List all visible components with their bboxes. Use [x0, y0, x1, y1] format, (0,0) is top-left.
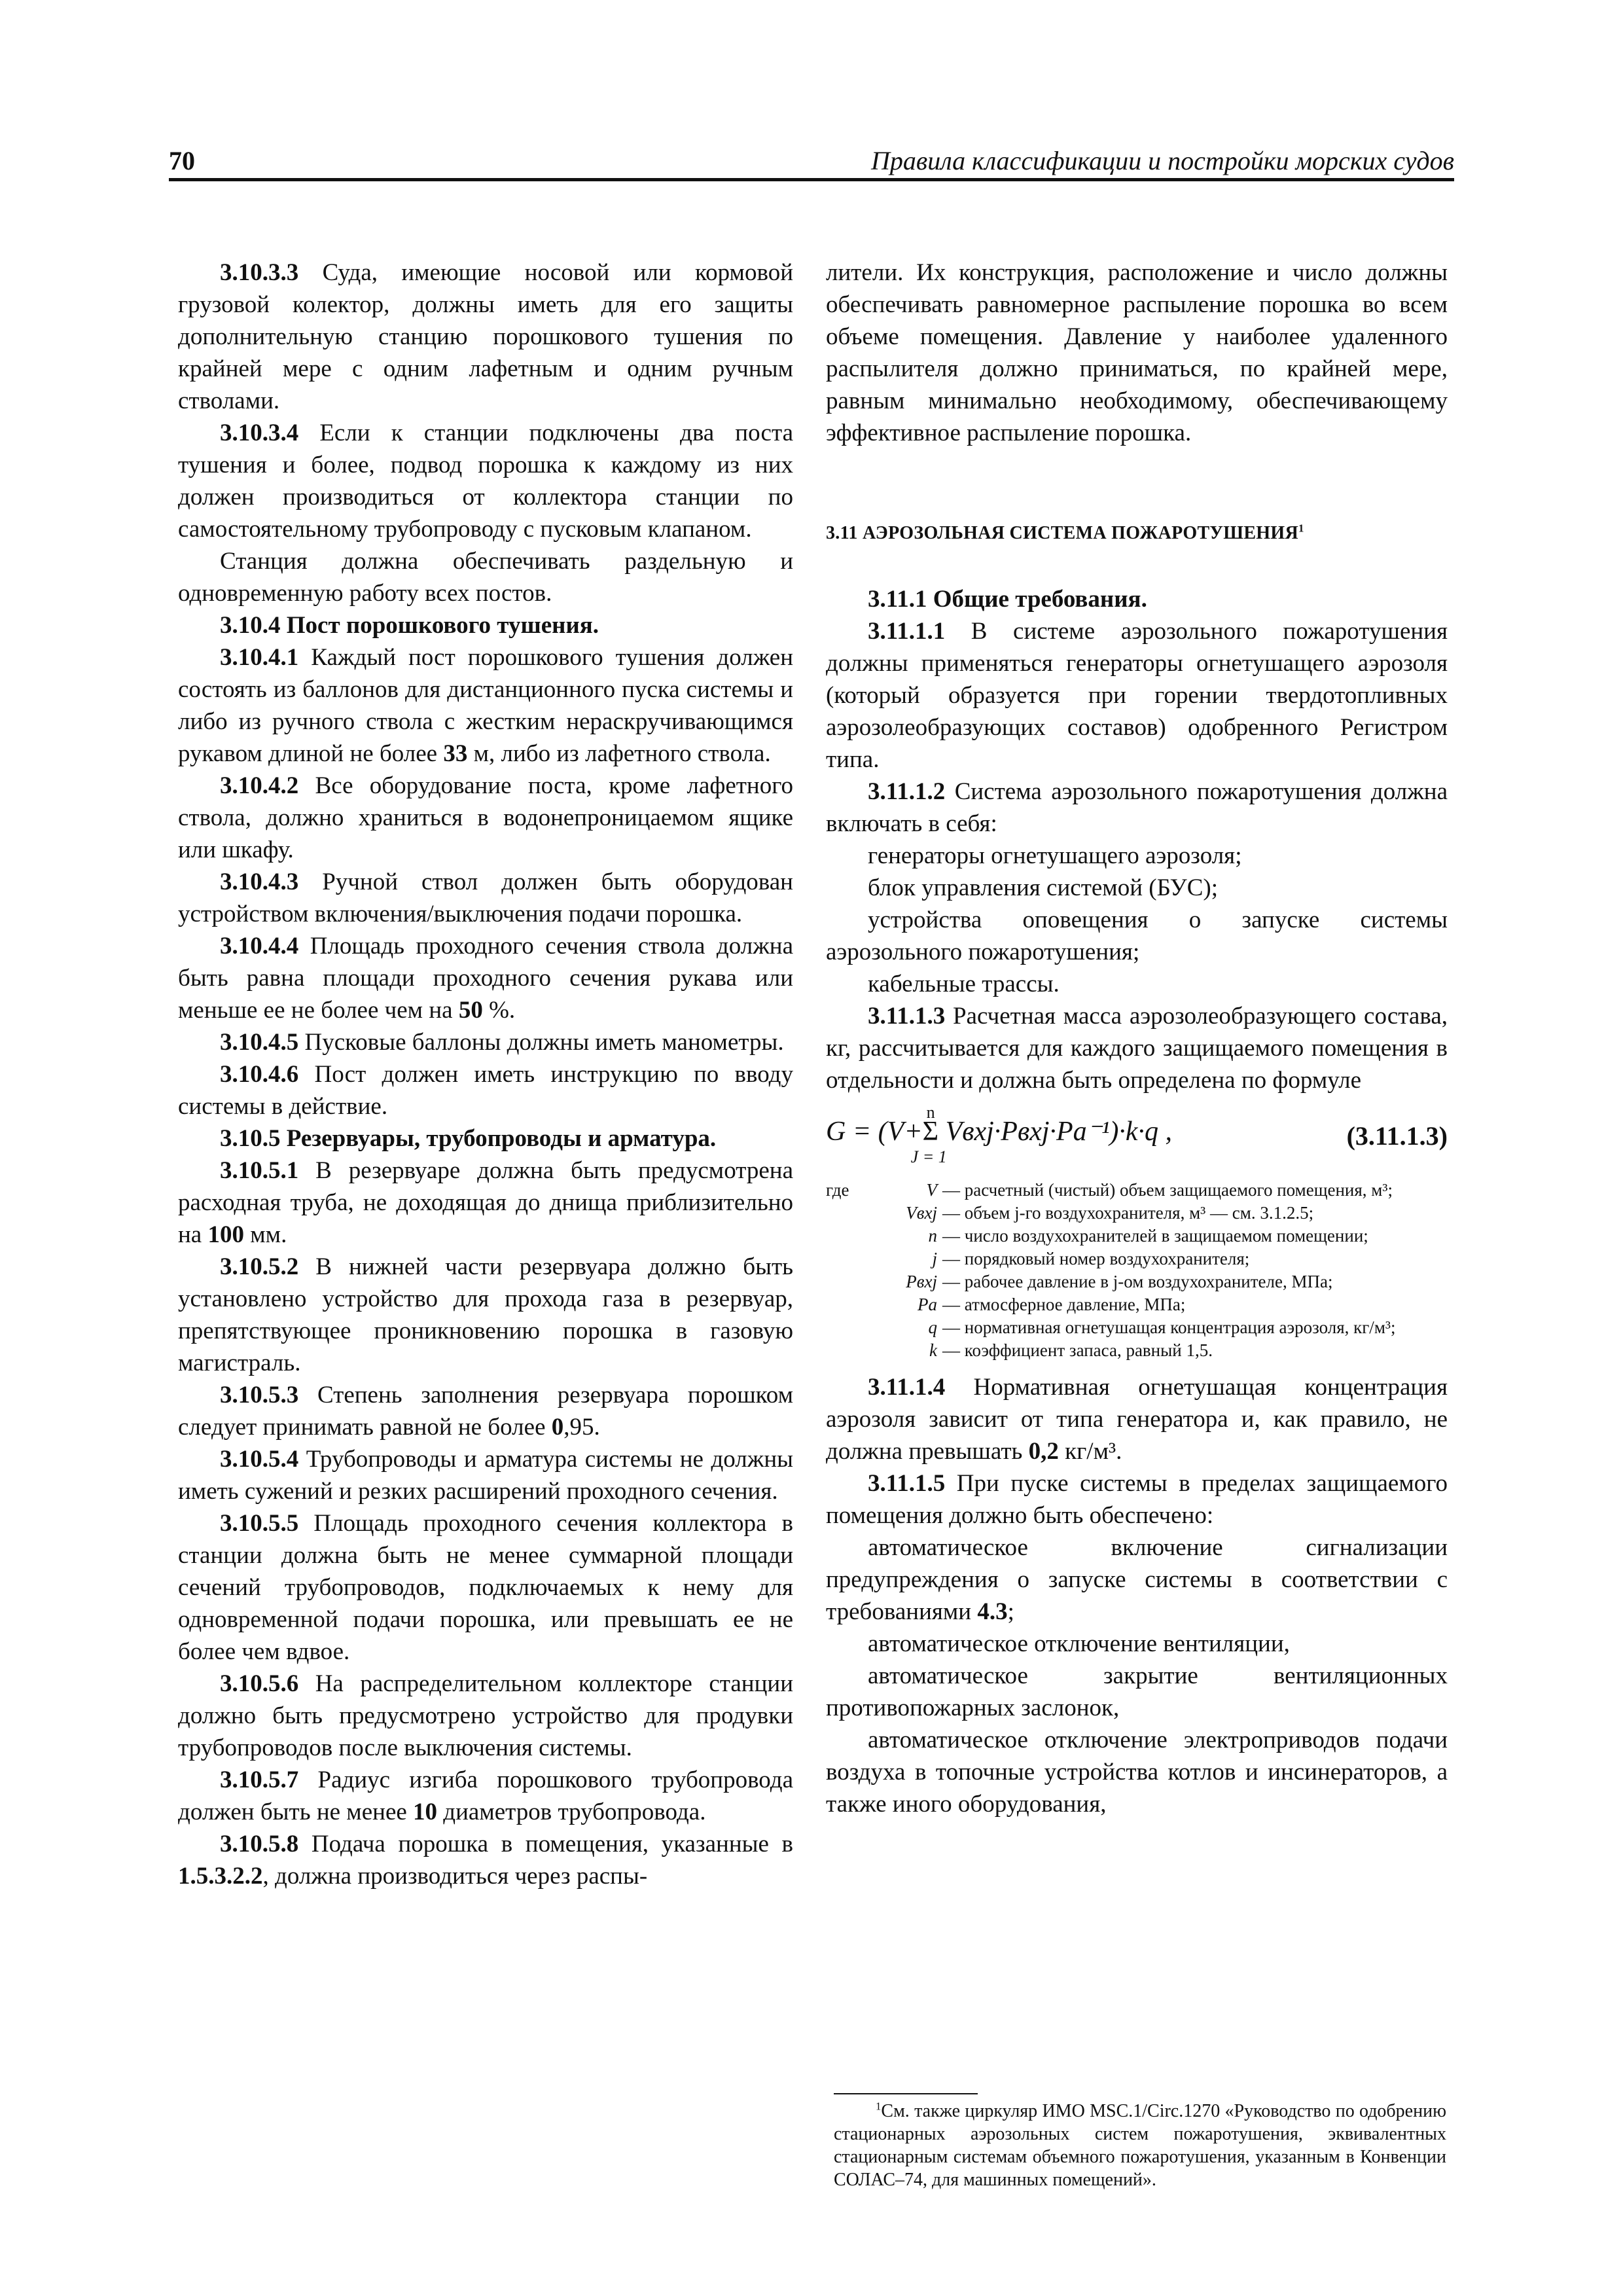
paragraph-3-10-5-4: 3.10.5.4 Трубопроводы и арматура системы не должны иметь сужений и резких расширений проходного сечения.: [178, 1446, 793, 1505]
paragraph-station: Станция должна обеспечивать раздельную и одновременную работу всех постов.: [178, 548, 793, 607]
paragraph-3-10-5-6: 3.10.5.6 На распределительном коллекторе станции должно быть предусмотрено устройство для продувки трубопроводов после выключения системы.: [178, 1670, 793, 1761]
paragraph-3-10-5-8: 3.10.5.8 Подача порошка в помещения, указанные в 1.5.3.2.2, должна производиться через распы-: [178, 1831, 793, 1890]
paragraph-3-10-3-4: 3.10.3.4 Если к станции подключены два поста тушения и более, подвод порошка к каждому из них должен производиться от коллектора станции по самостоятельному трубопроводу с пусковым клапаном.: [178, 420, 793, 543]
list-item-ventilation-off: автоматическое отключение вентиляции,: [868, 1630, 1290, 1657]
sum-symbol: n Σ J = 1: [910, 1103, 947, 1166]
paragraph-3-11-1-5: 3.11.1.5 При пуске системы в пределах защищаемого помещения должно быть обеспечено:: [826, 1470, 1448, 1529]
list-item-drives-off: автоматическое отключение электроприводов подачи воздуха в топочные устройства котлов и инсинераторов, а также иного оборудования,: [826, 1727, 1448, 1818]
formula-number: (3.11.1.3): [1346, 1121, 1448, 1151]
legend-row: q — нормативная огнетушащая концентрация аэрозоля, кг/м³;: [928, 1318, 1396, 1337]
right-column: [826, 257, 1448, 1820]
legend-row: j — порядковый номер воздухохранителя;: [932, 1249, 1250, 1268]
footnote: $^1$См. также циркуляр ИМО MSC.1/Circ.1270 «Руководство по одобрению стационарных аэрозольных систем пожаротушения, эквивалентных стационарным системам объемного пожаротушения, указанным в Конвенции СОЛАС–74, для машинных помещений».: [834, 2100, 1446, 2190]
legend-row: Pвхj — рабочее давление в j-ом воздухохранителе, МПа;: [906, 1272, 1333, 1291]
page-header: [169, 145, 1454, 178]
legend-row: где V — расчетный (чистый) объем защищаемого помещения, м³;: [826, 1180, 1393, 1200]
paragraph-3-11-1-1: 3.11.1.1 В системе аэрозольного пожаротушения должны применяться генераторы огнетушащего аэрозоля (который образуется при горении твердотопливных аэрозолеобразующих составов) одобренного Регистром типа.: [826, 618, 1448, 773]
paragraph-3-10-4-5: 3.10.4.5 Пусковые баллоны должны иметь манометры.: [220, 1029, 784, 1056]
paragraph-3-10-4-4: 3.10.4.4 Площадь проходного сечения ствола должна быть равна площади проходного сечения рукава или меньше ее не более чем на 50 %.: [178, 933, 793, 1024]
formula-block: [826, 1096, 1448, 1175]
paragraph-continuation: лители. Их конструкция, расположение и число должны обеспечивать равномерное распыление порошка во всем объеме помещения. Давление у наиболее удаленного распылителя должно приниматься, по крайней мере, равным минимально необходимому, обеспечивающему эффективное распыление порошка.: [826, 259, 1448, 446]
list-item-generators: генераторы огнетушащего аэрозоля;: [868, 842, 1242, 869]
footnote-rule: [834, 2093, 978, 2094]
legend-row: n — число воздухохранителей в защищаемом помещении;: [928, 1226, 1368, 1246]
left-column: [178, 257, 793, 1892]
section-title-3-11: 3.11 АЭРОЗОЛЬНАЯ СИСТЕМА ПОЖАРОТУШЕНИЯ$^1$: [826, 522, 1304, 543]
list-item-alarm-activation: автоматическое включение сигнализации предупреждения о запуске системы в соответствии с требованиями 4.3;: [826, 1534, 1448, 1625]
heading-3-10-5: 3.10.5 Резервуары, трубопроводы и арматура.: [220, 1125, 717, 1152]
paragraph-3-10-5-2: 3.10.5.2 В нижней части резервуара должно быть установлено устройство для прохода газа в резервуар, препятствующее проникновению порошка в газовую магистраль.: [178, 1253, 793, 1376]
formula: G = (V+ n Σ J = 1 Vвхj·Pвхj·Pa⁻¹)·k·q ,: [826, 1103, 1173, 1166]
paragraph-3-10-5-1: 3.10.5.1 В резервуаре должна быть предусмотрена расходная труба, не доходящая до днища приблизительно на 100 мм.: [178, 1157, 793, 1248]
legend-row: k — коэффициент запаса, равный 1,5.: [929, 1340, 1213, 1360]
paragraph-3-11-1-3: 3.11.1.3 Расчетная масса аэрозолеобразующего состава, кг, рассчитывается для каждого защищаемого помещения в отдельности и должна быть определена по формуле: [826, 1003, 1448, 1094]
list-item-alarm-devices: устройства оповещения о запуске системы аэрозольного пожаротушения;: [826, 906, 1448, 965]
paragraph-3-10-5-7: 3.10.5.7 Радиус изгиба порошкового трубопровода должен быть не менее 10 диаметров трубопровода.: [178, 1767, 793, 1825]
paragraph-3-10-4-2: 3.10.4.2 Все оборудование поста, кроме лафетного ствола, должно храниться в водонепроницаемом ящике или шкафу.: [178, 772, 793, 863]
paragraph-3-10-4-3: 3.10.4.3 Ручной ствол должен быть оборудован устройством включения/выключения подачи порошка.: [178, 869, 793, 927]
paragraph-3-11-1-2: 3.11.1.2 Система аэрозольного пожаротушения должна включать в себя:: [826, 778, 1448, 837]
heading-3-11-1: 3.11.1 Общие требования.: [868, 586, 1147, 613]
header-rule: [169, 178, 1454, 181]
paragraph-3-10-5-3: 3.10.5.3 Степень заполнения резервуара порошком следует принимать равной не более 0,95.: [178, 1382, 793, 1441]
list-item-control-unit: блок управления системой (БУС);: [868, 874, 1219, 901]
paragraph-3-10-3-3: 3.10.3.3 Суда, имеющие носовой или кормовой грузовой колектор, должны иметь для его защиты дополнительную станцию порошкового тушения по крайней мере с одним лафетным и одним ручным стволами.: [178, 259, 793, 414]
legend-row: Pa — атмосферное давление, МПа;: [918, 1295, 1186, 1314]
list-item-dampers-closing: автоматическое закрытие вентиляционных противопожарных заслонок,: [826, 1662, 1448, 1721]
list-item-cable-routes: кабельные трассы.: [868, 971, 1060, 997]
paragraph-3-10-5-5: 3.10.5.5 Площадь проходного сечения коллектора в станции должна быть не менее суммарной площади сечений трубопроводов, подключаемых к нему для одновременной подачи порошка, или превышать ее не более чем вдвое.: [178, 1510, 793, 1665]
paragraph-3-11-1-4: 3.11.1.4 Нормативная огнетушащая концентрация аэрозоля зависит от типа генератора и, как правило, не должна превышать 0,2 кг/м³.: [826, 1374, 1448, 1465]
formula-legend: [826, 1179, 1448, 1362]
running-title: Правила классификации и постройки морских судов: [870, 146, 1454, 175]
legend-row: Vвхj — объем j-го воздухохранителя, м³ — см. 3.1.2.5;: [906, 1203, 1314, 1223]
heading-3-10-4: 3.10.4 Пост порошкового тушения.: [220, 612, 599, 639]
page-number: 70: [169, 146, 195, 175]
paragraph-3-10-4-6: 3.10.4.6 Пост должен иметь инструкцию по вводу системы в действие.: [178, 1061, 793, 1120]
paragraph-3-10-4-1: 3.10.4.1 Каждый пост порошкового тушения должен состоять из баллонов для дистанционного пуска системы и либо из ручного ствола с жестким нераскручивающимся рукавом длиной не более 33 м, либо из лафетного ствола.: [178, 644, 793, 767]
